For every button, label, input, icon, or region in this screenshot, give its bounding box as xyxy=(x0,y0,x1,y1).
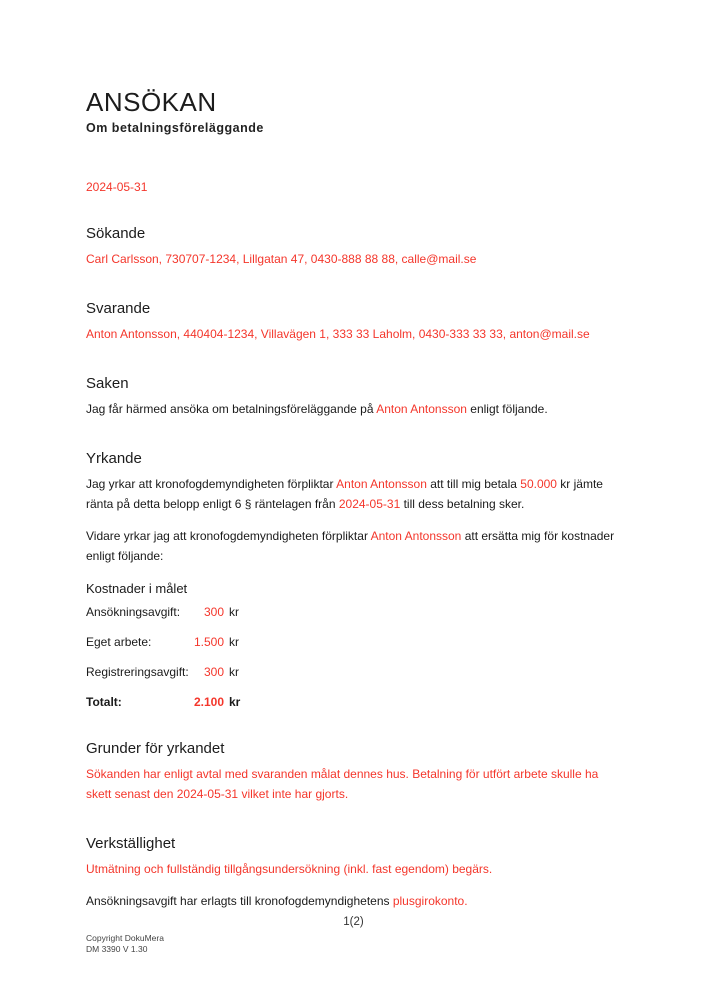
respondent-details: Anton Antonsson, 440404-1234, Villavägen 1, 333 33 Laholm, 0430-333 33 33, anton@mail.se xyxy=(86,326,590,341)
version-line: DM 3390 V 1.30 xyxy=(86,944,148,954)
claim-respondent-name: Anton Antonsson xyxy=(336,476,427,491)
grunder-heading: Grunder för yrkandet xyxy=(86,739,225,757)
claim-paragraph xyxy=(86,474,620,514)
claim-text-1: Jag yrkar att kronofogdemyndigheten förpliktar xyxy=(86,476,337,491)
cost-label: Ansökningsavgift: xyxy=(86,604,181,619)
page-number: 1(2) xyxy=(343,916,364,928)
cost-row-registration-fee xyxy=(86,666,620,679)
saken-text: Jag får härmed ansöka om betalningsföreläggande på xyxy=(86,401,377,416)
cost-unit: kr xyxy=(229,604,239,619)
section-grunder xyxy=(86,740,620,804)
fee-paid-paragraph xyxy=(86,891,620,911)
saken-text-end: enligt följande. xyxy=(466,401,548,416)
section-saken xyxy=(86,375,620,419)
claim-text-2: att till mig betala xyxy=(426,476,521,491)
claim-text-3: kr jämte ränta på detta belopp enligt 6 § räntelagen från xyxy=(86,476,603,511)
costs-heading: Kostnader i målet xyxy=(86,580,188,596)
cost-row-total xyxy=(86,696,620,709)
document-date: 2024-05-31 xyxy=(86,179,148,194)
verkstallighet-heading: Verkställighet xyxy=(86,834,176,852)
cost-unit: kr xyxy=(229,634,239,649)
section-sokande xyxy=(86,225,620,269)
cost-value: 1.500 xyxy=(193,634,224,649)
fee-paid-text: Ansökningsavgift har erlagts till kronofogdemyndighetens xyxy=(86,893,393,908)
total-label: Totalt: xyxy=(86,694,122,709)
cost-row-application-fee xyxy=(86,606,620,619)
sokande-heading: Sökande xyxy=(86,224,146,242)
page-title: ANSÖKAN xyxy=(86,87,217,117)
svarande-heading: Svarande xyxy=(86,299,151,317)
total-value: 2.100 xyxy=(193,694,224,709)
claim-amount: 50.000 xyxy=(520,476,557,491)
cost-value: 300 xyxy=(203,664,224,679)
saken-paragraph xyxy=(86,399,620,419)
section-yrkande xyxy=(86,450,620,709)
costs-claim-paragraph xyxy=(86,526,620,566)
cost-label: Registreringsavgift: xyxy=(86,664,189,679)
section-verkstallighet xyxy=(86,835,620,911)
costs-claim-text-2: att ersätta mig för kostnader enligt följande: xyxy=(86,528,615,563)
copyright-block xyxy=(86,933,164,955)
costs-block xyxy=(86,581,620,709)
saken-respondent-name: Anton Antonsson xyxy=(376,401,467,416)
saken-heading: Saken xyxy=(86,374,129,392)
costs-claim-text-1: Vidare yrkar jag att kronofogdemyndigheten förpliktar xyxy=(86,528,371,543)
claim-interest-date: 2024-05-31 xyxy=(338,496,401,511)
enforcement-text: Utmätning och fullständig tillgångsundersökning (inkl. fast egendom) begärs. xyxy=(86,861,493,876)
yrkande-heading: Yrkande xyxy=(86,449,142,467)
cost-unit: kr xyxy=(229,664,239,679)
costs-claim-respondent-name: Anton Antonsson xyxy=(370,528,462,543)
section-svarande xyxy=(86,300,620,344)
copyright-line: Copyright DokuMera xyxy=(86,933,164,943)
grounds-text: Sökanden har enligt avtal med svaranden målat dennes hus. Betalning för utfört arbete skulle ha skett senast den 2024-05-31 vilket inte har gjorts. xyxy=(86,766,599,801)
cost-label: Eget arbete: xyxy=(86,634,152,649)
total-unit: kr xyxy=(229,694,241,709)
applicant-details: Carl Carlsson, 730707-1234, Lillgatan 47, 0430-888 88 88, calle@mail.se xyxy=(86,251,477,266)
page-subtitle: Om betalningsföreläggande xyxy=(86,120,264,135)
cost-row-own-work xyxy=(86,636,620,649)
claim-text-4: till dess betalning sker. xyxy=(400,496,525,511)
cost-value: 300 xyxy=(203,604,224,619)
plusgiro-highlight: plusgirokonto. xyxy=(392,893,468,908)
